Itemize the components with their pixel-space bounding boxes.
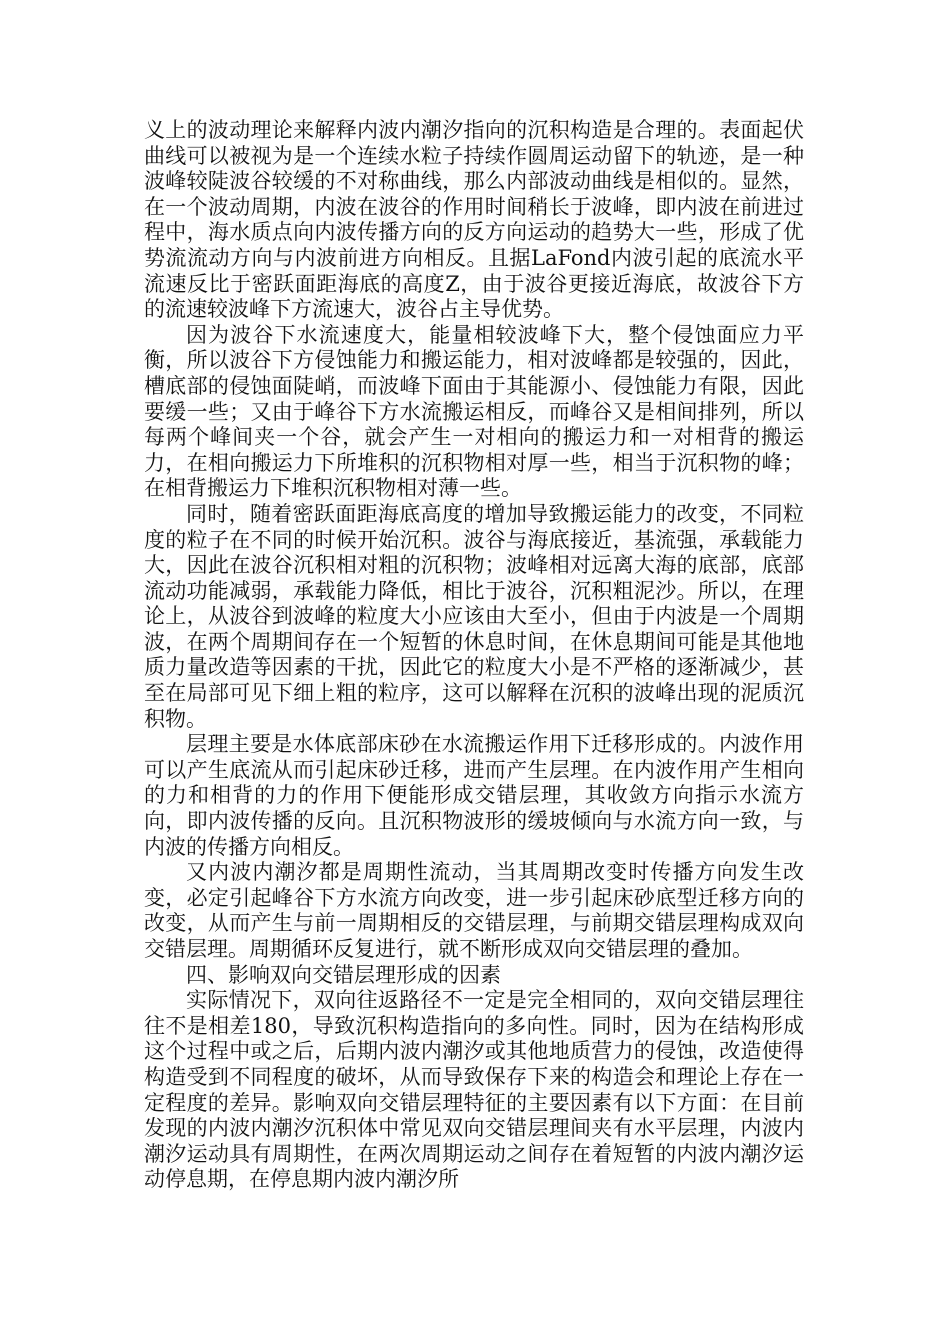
document-page: [144, 118, 804, 1193]
paragraph-6: 实际情况下，双向往返路径不一定是完全相同的，双向交错层理往往不是相差180，导致沉积构造指向的多向性。同时，因为在结构形成这个过程中或之后，后期内波内潮汐或其他地质营力的侵蚀，改造使得构造受到不同程度的破坏，从而导致保存下来的构造会和理论上存在一定程度的差异。影响双向交错层理特征的主要因素有以下方面：在目前发现的内波内潮汐沉积体中常见双向交错层理间夹有水平层理，内波内潮汐运动具有周期性，在两次周期运动之间存在着短暂的内波内潮汐运动停息期，在停息期内波内潮汐所: [144, 988, 804, 1192]
paragraph-3: 同时，随着密跃面距海底高度的增加导致搬运能力的改变，不同粒度的粒子在不同的时候开始沉积。波谷与海底接近，基流强，承载能力大，因此在波谷沉积相对粗的沉积物；波峰相对远离大海的底部，底部流动功能减弱，承载能力降低，相比于波谷，沉积粗泥沙。所以，在理论上，从波谷到波峰的粒度大小应该由大至小，但由于内波是一个周期波，在两个周期间存在一个短暂的休息时间，在休息期间可能是其他地质力量改造等因素的干扰，因此它的粒度大小是不严格的逐渐减少，甚至在局部可见下细上粗的粒序，这可以解释在沉积的波峰出现的泥质沉积物。: [144, 501, 804, 731]
paragraph-4: 层理主要是水体底部床砂在水流搬运作用下迁移形成的。内波作用可以产生底流从而引起床砂迁移，进而产生层理。在内波作用产生相向的力和相背的力的作用下便能形成交错层理，其收敛方向指示水流方向，即内波传播的反向。且沉积物波形的缓坡倾向与水流方向一致，与内波的传播方向相反。: [144, 732, 804, 859]
paragraph-1: 义上的波动理论来解释内波内潮汐指向的沉积构造是合理的。表面起伏曲线可以被视为是一个连续水粒子持续作圆周运动留下的轨迹，是一种波峰较陡波谷较缓的不对称曲线，那么内部波动曲线是相似的。显然，在一个波动周期，内波在波谷的作用时间稍长于波峰，即内波在前进过程中，海水质点向内波传播方向的反方向运动的趋势大一些，形成了优势流流动方向与内波前进方向相反。且据LaFond内波引起的底流水平流速反比于密跃面距海底的高度Z，由于波谷更接近海底，故波谷下方的流速较波峰下方流速大，波谷占主导优势。: [144, 118, 804, 322]
paragraph-2: 因为波谷下水流速度大，能量相较波峰下大，整个侵蚀面应力平衡，所以波谷下方侵蚀能力和搬运能力，相对波峰都是较强的，因此，槽底部的侵蚀面陡峭，而波峰下面由于其能源小、侵蚀能力有限，因此要缓一些；又由于峰谷下方水流搬运相反，而峰谷又是相间排列，所以每两个峰间夹一个谷，就会产生一对相向的搬运力和一对相背的搬运力，在相向搬运力下所堆积的沉积物相对厚一些，相当于沉积物的峰；在相背搬运力下堆积沉积物相对薄一些。: [144, 322, 804, 501]
paragraph-5: 又内波内潮汐都是周期性流动，当其周期改变时传播方向发生改变，必定引起峰谷下方水流方向改变，进一步引起床砂底型迁移方向的改变，从而产生与前一周期相反的交错层理，与前期交错层理构成双向交错层理。周期循环反复进行，就不断形成双向交错层理的叠加。: [144, 860, 804, 961]
section-heading: 四、影响双向交错层理形成的因素: [186, 962, 501, 987]
